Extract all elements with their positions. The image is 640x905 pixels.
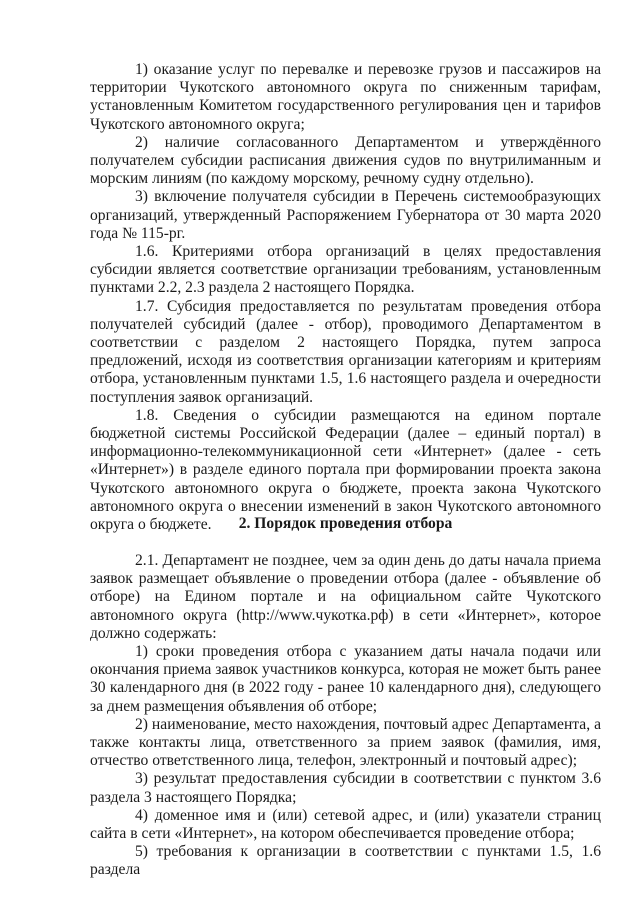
paragraph-2-1-item-3: 3) результат предоставления субсидии в соответствии с пунктом 3.6 раздела 3 настоящего Порядка; bbox=[90, 770, 601, 806]
section2-body bbox=[90, 552, 601, 880]
paragraph-2-1: 2.1. Департамент не позднее, чем за один день до даты начала приема заявок размещает объявление о проведении отбора (далее - объявление об отборе) на Едином портале и на официальном сайте Чукотского автономного округа (http://www.чукотка.рф) в сети «Интернет», которое должно содержать: bbox=[90, 552, 601, 642]
paragraph-2-1-item-1: 1) сроки проведения отбора с указанием даты начала подачи или окончания приема заявок участников конкурса, которая не может быть ранее 30 календарного дня (в 2022 году - ранее 10 календарного дня), следующего за днем размещения объявления об отборе; bbox=[90, 643, 601, 715]
section1-body bbox=[90, 61, 601, 534]
paragraph-2-1-item-2: 2) наименование, место нахождения, почтовый адрес Департамента, а также контакты лица, ответственного за прием заявок (фамилия, имя, отчество ответственного лица, телефон, электронный и почтовый адрес); bbox=[90, 715, 601, 770]
paragraph-2-1-item-5: 5) требования к организации в соответствии с пунктами 1.5, 1.6 раздела bbox=[90, 843, 601, 879]
paragraph-1-6: 1.6. Критериями отбора организаций в целях предоставления субсидии является соответствие организации требованиям, установленным пунктами 2.2, 2.3 раздела 2 настоящего Порядка. bbox=[90, 243, 601, 297]
paragraph-1-8: 1.8. Сведения о субсидии размещаются на едином портале бюджетной системы Российской Федерации (далее – единый портал) в информационно-телекоммуникационной сети «Интернет» (далее - сеть «Интернет») в разделе единого портала при формировании проекта закона Чукотского автономного округа о бюджете, проекта закона Чукотского автономного округа о внесении изменений в закон Чукотского автономного округа о бюджете. bbox=[90, 406, 601, 534]
paragraph-item-3: 3) включение получателя субсидии в Перечень системообразующих организаций, утвержденный Распоряжением Губернатора от 30 марта 2020 года № 115-рг. bbox=[90, 188, 601, 242]
paragraph-1-7: 1.7. Субсидия предоставляется по результатам проведения отбора получателей субсидий (далее - отбор), проводимого Департаментом в соответствии с разделом 2 настоящего Порядка, путем запроса предложений, исходя из соответствия организации категориям и критериям отбора, установленным пунктами 1.5, 1.6 настоящего раздела и очередности поступления заявок организаций. bbox=[90, 297, 601, 406]
paragraph-item-1: 1) оказание услуг по перевалке и перевозке грузов и пассажиров на территории Чукотского автономного округа по сниженным тарифам, установленным Комитетом государственного регулирования цен и тарифов Чукотского автономного округа; bbox=[90, 61, 601, 133]
section-2-heading: 2. Порядок проведения отбора bbox=[238, 515, 453, 532]
paragraph-2-1-item-4: 4) доменное имя и (или) сетевой адрес, и (или) указатели страниц сайта в сети «Интернет», на котором обеспечивается проведение отбора; bbox=[90, 806, 601, 843]
paragraph-item-2: 2) наличие согласованного Департаментом и утверждённого получателем субсидии расписания движения судов по внутрилиманным и морским линиям (по каждому морскому, речному судну отдельно). bbox=[90, 133, 601, 188]
